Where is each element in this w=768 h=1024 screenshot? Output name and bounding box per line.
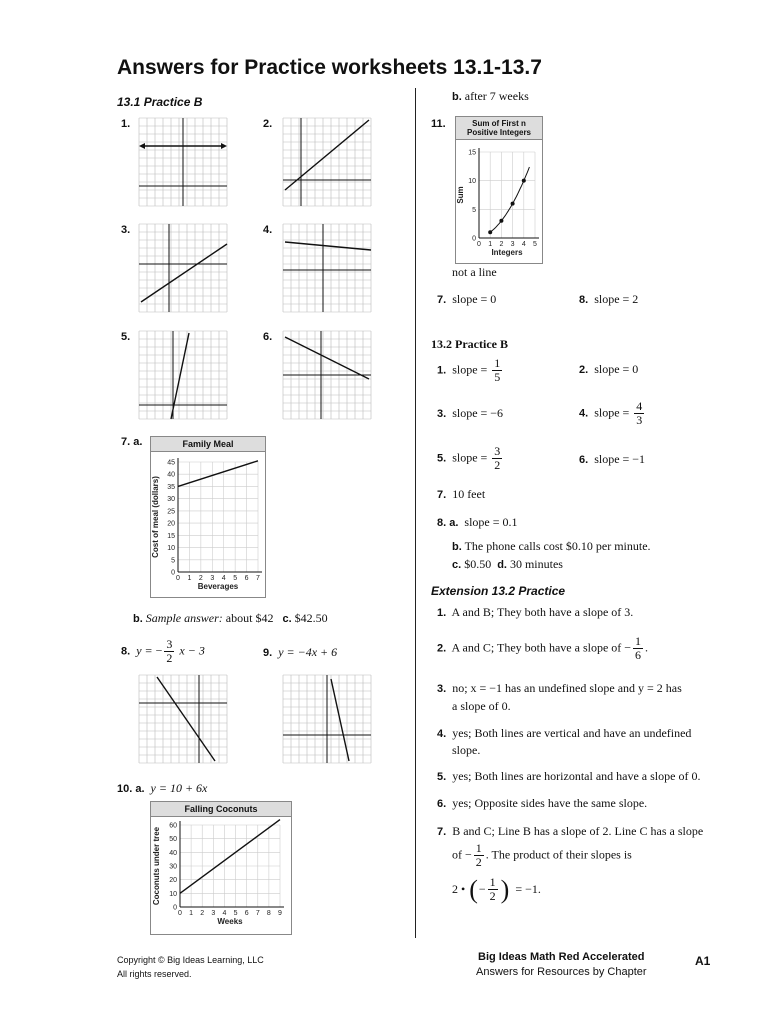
graph-8	[137, 673, 229, 765]
y-tick-label: 45	[167, 459, 175, 467]
denominator: 3	[636, 413, 643, 427]
answer-text: after 7 weeks	[464, 89, 529, 103]
numerator: 3	[166, 637, 173, 651]
graph-grid	[283, 224, 371, 312]
answer-b-after	[452, 89, 529, 104]
graph-line	[141, 244, 227, 302]
chart-title: Family Meal	[151, 437, 265, 452]
answer-text: of −	[452, 847, 472, 862]
answer-text: slope = 2	[594, 292, 639, 306]
problem-number: 5.	[437, 771, 447, 783]
data-point	[511, 202, 515, 206]
equation-part: = −1.	[515, 882, 541, 896]
answer-text: slope = 0	[452, 292, 497, 306]
graph-9	[281, 673, 373, 765]
part-label: b.	[452, 541, 462, 553]
answer-10a	[117, 781, 207, 796]
denominator: 2	[166, 651, 173, 665]
series-line	[178, 461, 258, 487]
series-curve	[489, 167, 529, 233]
y-tick-label: 20	[167, 520, 175, 528]
x-axis-label: Integers	[491, 248, 523, 257]
paren-open: (	[469, 874, 478, 904]
equation-sign: −	[478, 882, 486, 896]
y-tick-label: 60	[169, 822, 177, 830]
answer-text: yes; Both lines are horizontal and have a slope of 0.	[452, 769, 701, 783]
ext-answer-6	[437, 796, 647, 811]
problem-number: 8.	[579, 294, 589, 306]
x-tick-label: 2	[200, 910, 205, 917]
answer-13-2-3	[437, 406, 503, 421]
x-tick-label: 3	[510, 241, 515, 248]
problem-number: 11.	[431, 118, 446, 130]
problem-number: 6.	[579, 454, 589, 466]
y-tick-label: 30	[169, 863, 177, 871]
graph-number: 6.	[263, 331, 273, 343]
problem-number: 6.	[437, 798, 447, 810]
graph-6	[281, 329, 373, 421]
x-tick-label: 0	[176, 575, 180, 582]
ext-answer-1	[437, 605, 633, 620]
y-tick-label: 10	[167, 545, 175, 553]
problem-number: 8. a.	[437, 517, 459, 529]
answer-text: slope =	[452, 450, 488, 465]
problem-number: 7. a.	[121, 436, 143, 448]
problem-number: 5.	[437, 452, 447, 465]
problem-number: 9.	[263, 647, 273, 659]
ext-answer-5	[437, 769, 700, 784]
y-tick-label: 40	[169, 849, 177, 857]
y-tick-label: 35	[167, 483, 175, 491]
y-tick-label: 0	[173, 904, 177, 912]
numerator: 1	[489, 875, 496, 889]
part-label: b.	[133, 613, 143, 625]
problem-number: 2.	[579, 364, 589, 376]
x-axis-label: Weeks	[217, 917, 243, 926]
denominator: 2	[489, 889, 496, 903]
fraction	[492, 445, 502, 472]
falling-coconuts-chart	[150, 817, 290, 933]
ext-answer-7-line2	[452, 842, 632, 869]
answer-9	[263, 645, 337, 660]
x-tick-label: 4	[521, 241, 526, 248]
graph-grid	[139, 224, 227, 312]
graph-2	[281, 116, 373, 208]
y-axis-label: Sum	[456, 186, 465, 204]
denominator: 2	[494, 458, 501, 472]
data-point	[488, 230, 492, 234]
ext-answer-2	[437, 635, 648, 662]
graph-number: 2.	[263, 118, 273, 130]
problem-number: 3.	[437, 408, 447, 420]
ext-answer-3	[437, 681, 682, 696]
numerator: 1	[635, 634, 642, 648]
denominator: 5	[494, 370, 501, 384]
graph-grid	[139, 331, 227, 419]
book-subtitle: Answers for Resources by Chapter	[476, 966, 647, 978]
graph-number: 5.	[121, 331, 131, 343]
problem-number: 1.	[437, 607, 447, 619]
numerator: 4	[636, 399, 643, 413]
y-axis-label: Coconuts under tree	[152, 826, 161, 906]
x-tick-label: 8	[266, 910, 271, 917]
fraction	[164, 638, 174, 665]
part-label: c.	[282, 613, 292, 625]
numerator: 1	[494, 356, 501, 370]
chart-title-line: Positive Integers	[466, 128, 532, 137]
x-tick-label: 7	[256, 575, 260, 582]
ext-answer-7-equation	[452, 876, 541, 903]
y-tick-label: 10	[468, 178, 476, 186]
section-title-13-2: 13.2 Practice B	[431, 337, 508, 351]
equation-part: 2 •	[452, 882, 466, 896]
x-tick-label: 0	[477, 241, 481, 248]
graph-number: 1.	[121, 118, 131, 130]
fraction	[634, 400, 644, 427]
y-axis-label: Cost of meal (dollars)	[151, 476, 160, 558]
equation: y = 10 + 6x	[150, 781, 208, 795]
y-tick-label: 20	[169, 877, 177, 885]
x-tick-label: 3	[211, 910, 216, 917]
x-tick-label: 5	[533, 241, 537, 248]
fraction	[474, 842, 484, 869]
graph-line	[157, 677, 215, 761]
x-tick-label: 2	[198, 575, 203, 582]
page-number: A1	[695, 954, 711, 968]
data-point	[499, 219, 503, 223]
x-tick-label: 2	[499, 241, 504, 248]
extension-title: Extension 13.2 Practice	[431, 584, 566, 598]
arrow-head	[221, 143, 227, 149]
answer-13-2-2	[579, 362, 638, 377]
x-tick-label: 6	[244, 575, 249, 582]
data-point	[522, 179, 526, 183]
answer-8	[121, 638, 205, 665]
x-tick-label: 5	[233, 575, 238, 582]
answer-text: A and B; They both have a slope of 3.	[451, 605, 634, 619]
copyright: Copyright © Big Ideas Learning, LLC	[117, 955, 264, 965]
graph-5	[137, 329, 229, 421]
problem-number: 10. a.	[117, 783, 145, 795]
ext-answer-7	[437, 824, 703, 839]
y-tick-label: 30	[167, 496, 175, 504]
y-tick-label: 15	[167, 532, 175, 540]
graph-1	[137, 116, 229, 208]
numerator: 3	[494, 444, 501, 458]
x-tick-label: 6	[244, 910, 249, 917]
y-tick-label: 40	[167, 471, 175, 479]
problem-number: 1.	[437, 364, 447, 377]
chart-title	[456, 117, 542, 140]
x-tick-label: 1	[189, 910, 194, 917]
denominator: 2	[475, 855, 482, 869]
note-not-a-line: not a line	[452, 265, 497, 279]
answer-text: slope = −6	[452, 406, 504, 420]
chart-title: Falling Coconuts	[151, 802, 291, 817]
x-tick-label: 7	[255, 910, 260, 917]
problem-number: 7.	[437, 826, 447, 838]
graph-number: 3.	[121, 224, 131, 236]
equation: y = −4x + 6	[278, 645, 338, 659]
x-tick-label: 4	[222, 910, 227, 917]
y-tick-label: 25	[167, 508, 175, 516]
part-label: d.	[497, 559, 507, 571]
answer-13-2-8cd	[452, 557, 563, 572]
y-tick-label: 50	[169, 836, 177, 844]
answer-text: B and C; Line B has a slope of 2. Line C has a slope	[452, 824, 704, 838]
y-tick-label: 10	[169, 890, 177, 898]
answer-text: slope = 0	[594, 362, 639, 376]
fraction	[488, 876, 498, 903]
answer-text: no; x = −1 has an undefined slope and y = 2 has	[452, 681, 682, 695]
x-tick-label: 1	[488, 241, 493, 248]
paren-close: )	[500, 874, 510, 904]
graph-3	[137, 222, 229, 314]
x-tick-label: 4	[221, 575, 226, 582]
answer-text: slope =	[594, 405, 630, 420]
answer-text: yes; Opposite sides have the same slope.	[452, 796, 648, 810]
denominator: 6	[635, 648, 642, 662]
ext-answer-4	[437, 726, 691, 741]
graph-4	[281, 222, 373, 314]
y-tick-label: 15	[468, 149, 476, 157]
sample-answer-label: Sample answer:	[145, 611, 223, 625]
x-tick-label: 3	[210, 575, 215, 582]
y-tick-label: 0	[472, 235, 476, 243]
answer-text: yes; Both lines are vertical and have an undefined	[452, 726, 692, 740]
ext-answer-3-line2: a slope of 0.	[452, 699, 511, 713]
answer-text: The phone calls cost $0.10 per minute.	[464, 539, 651, 553]
numerator: 1	[475, 841, 482, 855]
answer-text: 30 minutes	[509, 557, 563, 571]
problem-number: 7.	[437, 489, 447, 501]
x-axis-label: Beverages	[197, 582, 239, 591]
book-title: Big Ideas Math Red Accelerated	[478, 951, 645, 963]
chart-title-line: Sum of First n	[472, 119, 526, 128]
x-tick-label: 1	[187, 575, 192, 582]
sum-integers-chart	[455, 142, 541, 262]
fraction	[492, 357, 502, 384]
answer-text: A and C; They both have a slope of −	[451, 640, 632, 655]
series-line	[180, 820, 280, 894]
section-title-13-1: 13.1 Practice B	[117, 95, 203, 109]
answer-text: $42.50	[294, 611, 328, 625]
answer-7-slope	[437, 292, 496, 307]
ext-answer-4-line2: slope.	[452, 743, 481, 757]
x-tick-label: 0	[178, 910, 182, 917]
answer-text: slope = −1	[594, 452, 646, 466]
answer-13-2-7	[437, 487, 485, 502]
part-label: c.	[452, 559, 462, 571]
answer-13-2-1	[437, 357, 504, 384]
answer-8-slope	[579, 292, 638, 307]
problem-number: 3.	[437, 683, 447, 695]
family-meal-chart	[150, 452, 264, 596]
answer-13-2-5	[437, 445, 504, 472]
problem-number: 2.	[437, 642, 447, 655]
equation-rest: x − 3	[179, 643, 205, 658]
answer-text: . The product of their slopes is	[485, 847, 632, 862]
answer-text: slope = 0.1	[464, 515, 518, 529]
column-divider	[415, 88, 416, 938]
equation-sign: −	[155, 643, 163, 658]
answer-7bc	[133, 611, 328, 626]
problem-number: 4.	[437, 728, 447, 740]
fraction	[633, 635, 643, 662]
answer-13-2-6	[579, 452, 645, 467]
graph-line	[285, 242, 371, 250]
answer-text: about $42	[225, 611, 274, 625]
problem-number: 7.	[437, 294, 447, 306]
graph-line	[171, 333, 189, 419]
equation-lhs: y =	[136, 643, 153, 658]
answer-text: 10 feet	[452, 487, 486, 501]
graph-line	[285, 337, 369, 379]
answer-13-2-8a	[437, 515, 518, 530]
y-tick-label: 0	[171, 569, 175, 577]
problem-number: 4.	[579, 407, 589, 420]
graph-number: 4.	[263, 224, 273, 236]
graph-grid	[139, 675, 227, 763]
arrow-head	[139, 143, 145, 149]
answer-text: .	[645, 640, 649, 655]
problem-number: 8.	[121, 645, 131, 658]
answer-13-2-4	[579, 400, 646, 427]
rights-reserved: All rights reserved.	[117, 969, 192, 979]
y-tick-label: 5	[171, 557, 175, 565]
x-tick-label: 5	[233, 910, 238, 917]
answer-13-2-8b	[452, 539, 651, 554]
page-title: Answers for Practice worksheets 13.1-13.7	[117, 56, 542, 79]
graph-grid	[283, 118, 371, 206]
answer-text: $0.50	[464, 557, 492, 571]
x-tick-label: 9	[278, 910, 282, 917]
part-label: b.	[452, 91, 462, 103]
y-tick-label: 5	[472, 206, 476, 214]
answer-text: slope =	[452, 362, 488, 377]
